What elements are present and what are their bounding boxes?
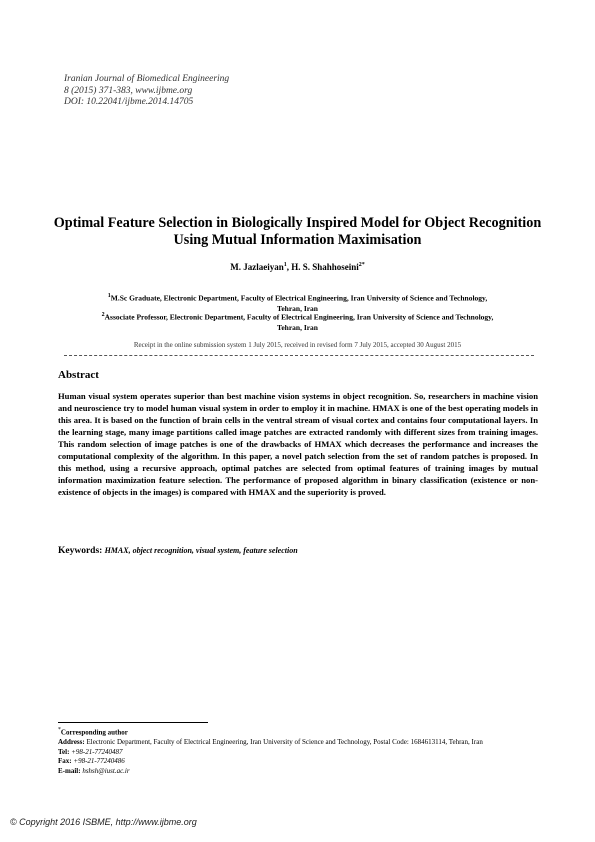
journal-doi: DOI: 10.22041/ijbme.2014.14705: [64, 97, 194, 107]
journal-header: [64, 74, 229, 109]
author-mark: 2*: [358, 262, 365, 268]
paper-title: [40, 215, 555, 249]
title-line-2: Using Mutual Information Maximisation: [173, 232, 422, 248]
author-name: M. Jazlaeiyan: [230, 262, 284, 272]
abstract-heading: Abstract: [58, 369, 99, 381]
dashed-divider: [64, 355, 534, 356]
keywords-label: Keywords:: [58, 546, 103, 556]
author-list: M. Jazlaeiyan$^1$, H. S. Shahhoseini$^{2*}$: [230, 262, 365, 272]
email-label: E-mail:: [58, 766, 81, 775]
keywords: [58, 545, 298, 556]
copyright-notice: © Copyright 2016 ISBME, http://www.ijbme.org: [10, 817, 197, 827]
footnote-divider: [58, 722, 208, 723]
affiliation-mark: 1: [107, 293, 111, 299]
abstract-text: Human visual system operates superior than best machine vision systems in object recognition. So, researchers in machine vision and neuroscience try to model human visual system in order to employ it in machine. HMAX is one of the best operating models in this area. It is based on the function of brain cells in the ventral stream of visual cortex and contains four computational layers. In the learning stage, many image partitions called image patches are extracted randomly with different sizes from training images. This random selection of image patches is one of the drawbacks of HMAX which decreases the performance and increases the computational complexity of the algorithm. In this paper, a novel patch selection from the set of random patches is proposed. In this method, using a recursive approach, optimal patches are selected from optimal features of training images by mutual information maximization feature selection. The performance of proposed algorithm in binary classification (existence or non-existence of objects in the images) is compared with HMAX and the superiority is proved.: [58, 391, 538, 497]
keywords-text: HMAX, object recognition, visual system, feature selection: [104, 546, 298, 555]
corresponding-author-footnote: [58, 726, 540, 776]
tel-value: +98-21-77240487: [71, 747, 123, 756]
address-value: Electronic Department, Faculty of Electrical Engineering, Iran University of Science and Technology, Postal Code: 1684613114, Tehran, Iran: [86, 737, 483, 746]
fax-value: +98-21-77240486: [73, 757, 125, 766]
affiliation-2: [60, 310, 535, 334]
author-name: H. S. Shahhoseini: [291, 262, 359, 272]
footnote-heading: Corresponding author: [60, 728, 128, 737]
address-label: Address:: [58, 737, 85, 746]
email-value: hshsh@iust.ac.ir: [82, 766, 130, 775]
affiliation-line: Associate Professor, Electronic Department, Faculty of Electrical Engineering, Iran University of Science and Technology,: [104, 312, 494, 322]
tel-label: Tel:: [58, 747, 70, 756]
journal-name: Iranian Journal of Biomedical Engineering: [64, 74, 230, 84]
fax-label: Fax:: [58, 757, 72, 766]
journal-volume-pages: 8 (2015) 371-383, www.ijbme.org: [64, 85, 193, 96]
affiliation-mark: 2: [101, 312, 105, 318]
receipt-dates: Receipt in the online submission system 1 July 2015, received in revised form 7 July 2015, accepted 30 August 2015: [133, 341, 462, 349]
author-mark: 1: [283, 262, 287, 268]
footnote-mark: *: [58, 727, 61, 733]
title-line-1: Optimal Feature Selection in Biologically Inspired Model for Object Recognition: [53, 215, 542, 231]
affiliation-line: Tehran, Iran: [277, 304, 318, 313]
affiliation-line: Tehran, Iran: [277, 323, 318, 332]
affiliation-line: M.Sc Graduate, Electronic Department, Faculty of Electrical Engineering, Iran University of Science and Technology,: [110, 293, 488, 303]
